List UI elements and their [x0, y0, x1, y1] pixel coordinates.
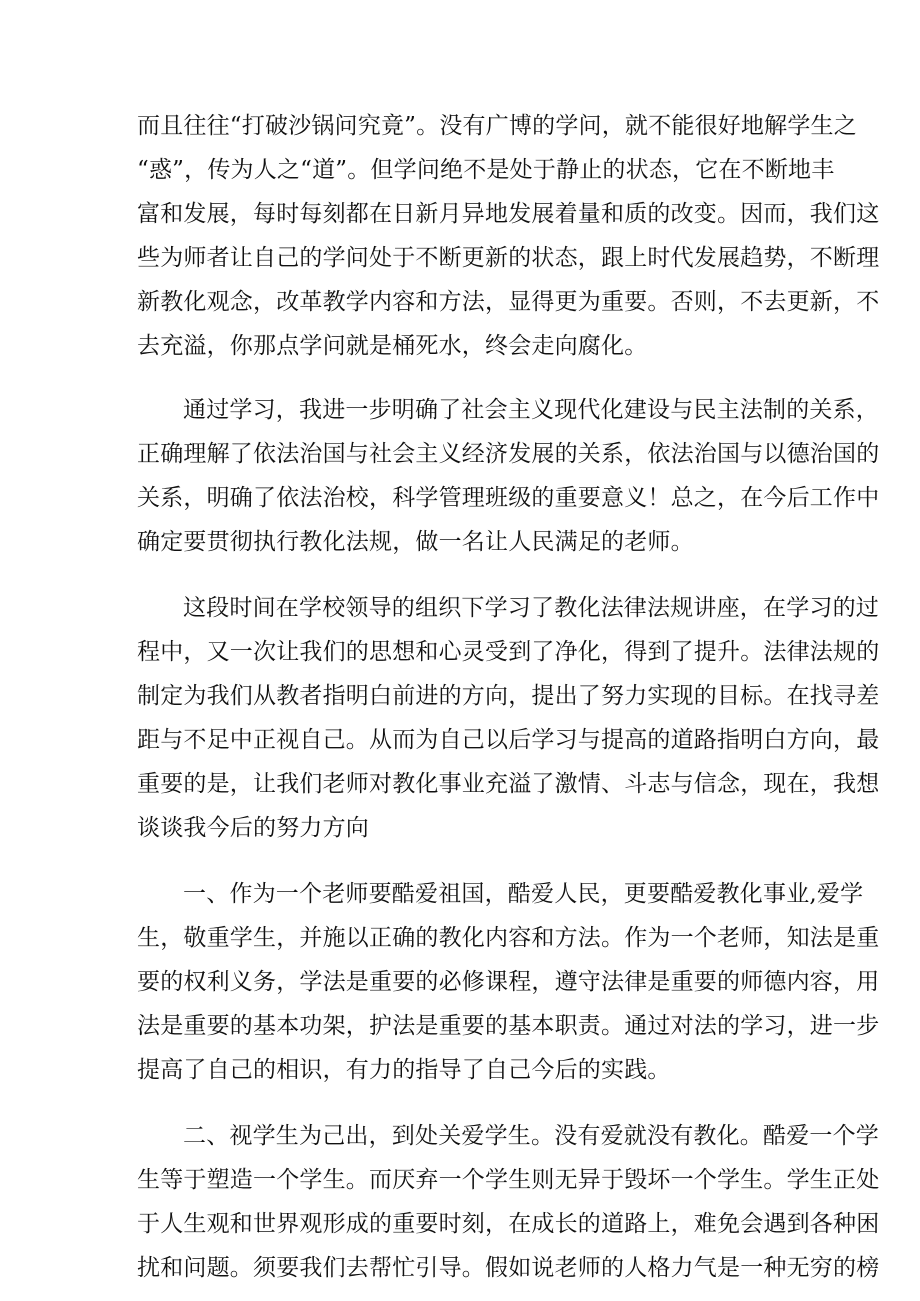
- paragraph-1: [137, 104, 880, 368]
- text-line: 正确理解了依法治国与社会主义经济发展的关系，依法治国与以德治国的: [137, 441, 880, 467]
- text-line: 去充溢，你那点学问就是桶死水，终会走向腐化。: [137, 333, 648, 359]
- text-line: 谈谈我今后的努力方向: [137, 815, 369, 841]
- text-line: 些为师者让自己的学问处于不断更新的状态，跟上时代发展趋势，不断理: [137, 245, 880, 271]
- paragraph-3: [137, 586, 880, 850]
- paragraph-4: [137, 872, 880, 1092]
- text-line: 提高了自己的相识，有力的指导了自己今后的实践。: [137, 1057, 671, 1083]
- text-line: 重要的是，让我们老师对教化事业充溢了激情、斗志与信念，现在，我想: [137, 771, 880, 797]
- text-line: 二、视学生为己出，到处关爱学生。没有爱就没有教化。酷爱一个学: [183, 1123, 879, 1149]
- text-line: 确定要贯彻执行教化法规，做一名让人民满足的老师。: [137, 529, 694, 555]
- text-line: 于人生观和世界观形成的重要时刻，在成长的道路上，难免会遇到各种困: [137, 1211, 880, 1237]
- text-line: 法是重要的基本功架，护法是重要的基本职责。通过对法的学习，进一步: [137, 1013, 880, 1039]
- paragraph-2: [137, 388, 880, 564]
- text-line: 新教化观念，改革教学内容和方法，显得更为重要。否则，不去更新，不: [137, 289, 880, 315]
- text-line: 富和发展，每时每刻都在日新月异地发展着量和质的改变。因而，我们这: [137, 201, 880, 227]
- text-line: 这段时间在学校领导的组织下学习了教化法律法规讲座，在学习的过: [183, 595, 879, 621]
- text-line: 关系，明确了依法治校，科学管理班级的重要意义！总之，在今后工作中: [137, 485, 880, 511]
- text-line: 制定为我们从教者指明白前进的方向，提出了努力实现的目标。在找寻差: [137, 683, 880, 709]
- text-line: 程中，又一次让我们的思想和心灵受到了净化，得到了提升。法律法规的: [137, 639, 880, 665]
- text-line: 生等于塑造一个学生。而厌弃一个学生则无异于毁坏一个学生。学生正处: [137, 1167, 880, 1193]
- text-line: 通过学习，我进一步明确了社会主义现代化建设与民主法制的关系，: [183, 397, 879, 423]
- text-line: 生，敬重学生，并施以正确的教化内容和方法。作为一个老师，知法是重: [137, 925, 880, 951]
- text-line: 而且往往“打破沙锅问究竟”。没有广博的学问，就不能很好地解学生之: [137, 113, 857, 139]
- text-line: “惑”，传为人之“道”。但学问绝不是处于静止的状态，它在不断地丰: [137, 157, 835, 183]
- text-line: 扰和问题。须要我们去帮忙引导。假如说老师的人格力气是一种无穷的榜: [137, 1255, 880, 1281]
- paragraph-5: [137, 1114, 880, 1290]
- text-line: 要的权利义务，学法是重要的必修课程，遵守法律是重要的师德内容，用: [137, 969, 880, 995]
- text-line: 距与不足中正视自己。从而为自己以后学习与提高的道路指明白方向，最: [137, 727, 880, 753]
- text-line: 一、作为一个老师要酷爱祖国，酷爱人民，更要酷爱教化事业,爱学: [183, 881, 864, 907]
- document-body: [137, 104, 880, 1290]
